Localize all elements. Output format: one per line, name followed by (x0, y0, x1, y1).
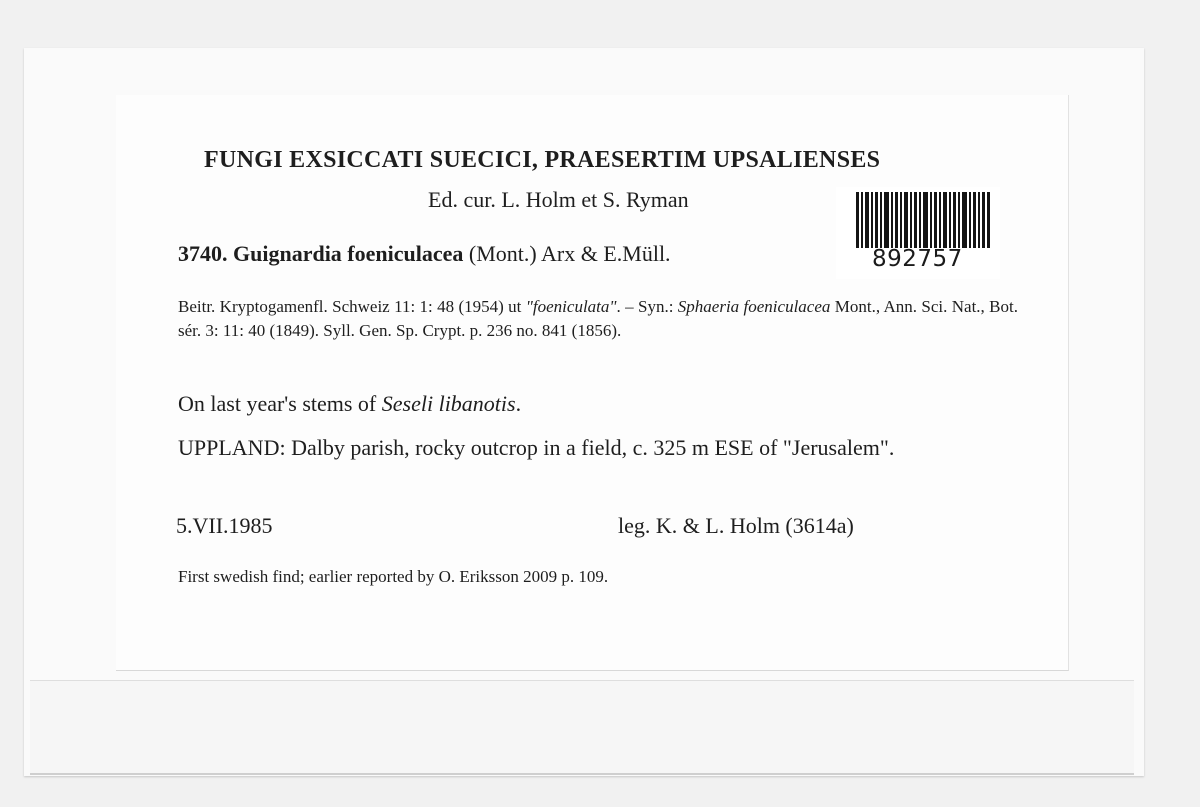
editors-line: Ed. cur. L. Holm et S. Ryman (428, 187, 689, 212)
citation-text: Beitr. Kryptogamenfl. Schweiz 11: 1: 48 (1954) ut (178, 297, 526, 316)
series-title: FUNGI EXSICCATI SUECICI, PRAESERTIM UPSALIENSES (204, 147, 881, 173)
barcode-label (836, 187, 1000, 279)
host-name: Seseli libanotis (381, 391, 516, 416)
collector-line: leg. K. & L. Holm (3614a) (618, 513, 854, 538)
substrate-suffix: . (515, 391, 522, 416)
substrate-prefix: On last year's stems of (178, 391, 382, 416)
barcode-number: 892757 (872, 246, 963, 272)
species-authors: (Mont.) Arx & E.Müll. (468, 241, 671, 266)
citation-epithet: "foeniculata" (525, 297, 617, 316)
species-line (178, 241, 671, 267)
substrate-line (178, 391, 521, 417)
sheet-fold (30, 680, 1134, 775)
citation-syn-label: . – Syn.: (616, 297, 678, 316)
note-line: First swedish find; earlier reported by O. Eriksson 2009 p. 109. (178, 567, 609, 586)
barcode-icon (856, 192, 990, 248)
locality-text: UPPLAND: Dalby parish, rocky outcrop in a field, c. 325 m ESE of "Jerusalem". (178, 435, 895, 460)
citation-paragraph (178, 295, 1018, 343)
citation-rest: Mont., Ann. Sci. Nat., Bot. sér. 3: 11: 40 (1849). Syll. Gen. Sp. Crypt. p. 236 no. 841 (1856). (178, 297, 1018, 340)
synonym-name: Sphaeria foeniculacea (677, 297, 831, 316)
species-name: Guignardia foeniculacea (233, 241, 464, 266)
exsiccata-number: 3740. (178, 241, 228, 266)
collection-date: 5.VII.1985 (176, 513, 273, 538)
specimen-label (116, 95, 1069, 671)
